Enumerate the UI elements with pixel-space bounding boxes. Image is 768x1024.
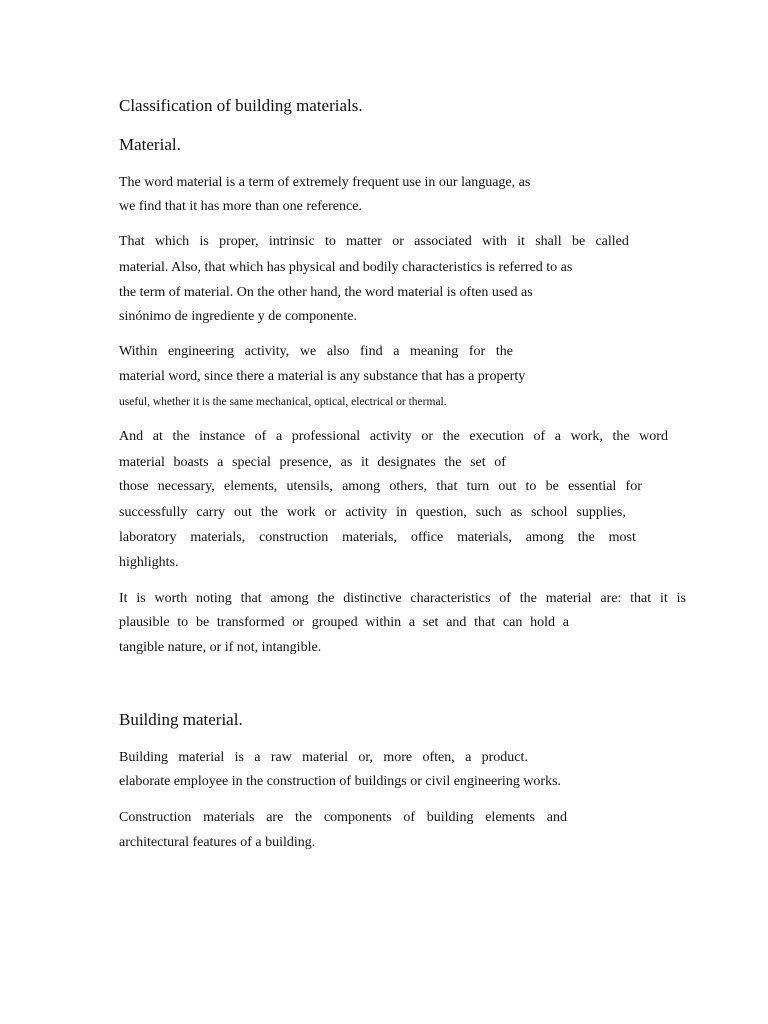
word: intrinsic [268, 234, 315, 249]
word: the [577, 530, 595, 545]
word: word [639, 429, 668, 444]
word: be [195, 615, 210, 630]
word: or [421, 429, 434, 444]
word: that [240, 591, 262, 606]
word: characteristics [410, 591, 491, 606]
word: such [475, 505, 502, 520]
word: materials [203, 810, 255, 825]
word: and [546, 810, 567, 825]
word: more [383, 750, 413, 765]
word: or [392, 234, 404, 249]
word: special [232, 455, 271, 470]
word: of [403, 810, 416, 825]
word: activity [369, 429, 412, 444]
word: or [292, 615, 304, 630]
word: successfully [119, 505, 188, 520]
word: grouped [311, 615, 358, 630]
word: others, [389, 479, 428, 494]
paragraph-line-small: useful, whether it is the same mechanical, optical, electrical or thermal. [119, 396, 447, 408]
word: we [299, 344, 317, 359]
word: Within [119, 344, 158, 359]
justified-line [119, 749, 528, 767]
word: a [408, 615, 416, 630]
word: transformed [216, 615, 285, 630]
word: elements [485, 810, 535, 825]
word: boasts [173, 455, 209, 470]
word: set [470, 455, 486, 470]
word: material [119, 455, 165, 470]
paragraph-line: sinónimo de ingrediente y de componente. [119, 309, 357, 324]
word: the [260, 505, 278, 520]
justified-line [119, 454, 506, 472]
word: question, [415, 505, 467, 520]
word: a [217, 455, 224, 470]
word: to [325, 234, 336, 249]
justified-line [119, 428, 668, 446]
word: it [659, 591, 668, 606]
word: the [612, 429, 630, 444]
word: to [525, 479, 537, 494]
word: components [323, 810, 392, 825]
word: with [481, 234, 507, 249]
paragraph-line: tangible nature, or if not, intangible. [119, 640, 322, 655]
justified-line [119, 343, 513, 361]
word: that [436, 479, 458, 494]
justified-line [119, 233, 629, 251]
paragraph-line: elaborate employee in the construction of buildings or civil engineering works. [119, 774, 562, 789]
word: be [545, 479, 559, 494]
word: proper, [219, 234, 259, 249]
word: designates [377, 455, 436, 470]
word: shall [535, 234, 562, 249]
word: set [422, 615, 439, 630]
word: Construction [119, 810, 192, 825]
word: is [676, 591, 686, 606]
word: within [365, 615, 402, 630]
word: It [119, 591, 128, 606]
paragraph-line: material. Also, that which has physical and bodily characteristics is referred to as [119, 260, 573, 275]
word: among [525, 530, 564, 545]
word: of [494, 455, 506, 470]
paragraph-line: architectural features of a building. [119, 835, 316, 850]
word: the [519, 591, 537, 606]
word: of [254, 429, 267, 444]
word: in [396, 505, 407, 520]
word: also [326, 344, 350, 359]
word: hold [530, 615, 555, 630]
word: material [302, 750, 349, 765]
word: school [530, 505, 568, 520]
word: as [510, 505, 523, 520]
word: And [119, 429, 144, 444]
word: necessary, [157, 479, 215, 494]
paragraph-line: highlights. [119, 555, 179, 570]
word: which [154, 234, 190, 249]
word: the [495, 344, 513, 359]
word: activity [345, 505, 388, 520]
word: Building [119, 750, 169, 765]
word: often, [422, 750, 455, 765]
word: carry [196, 505, 226, 520]
word: a [393, 344, 400, 359]
word: construction [259, 530, 329, 545]
word: materials, [457, 530, 512, 545]
word: a [275, 429, 283, 444]
word: materials, [190, 530, 246, 545]
word: is [136, 591, 146, 606]
word: to [177, 615, 189, 630]
section-heading-building-material: Building material. [119, 710, 243, 729]
word: or, [358, 750, 373, 765]
word: that [474, 615, 496, 630]
justified-line [119, 529, 636, 547]
word: raw [270, 750, 292, 765]
word: plausible [119, 615, 170, 630]
paragraph-line: material word, since there a material is any substance that has a property [119, 369, 526, 384]
word: supplies, [576, 505, 626, 520]
word: for [625, 479, 642, 494]
word: most [608, 530, 636, 545]
word: work, [570, 429, 603, 444]
word: matter [346, 234, 382, 249]
word: noting [196, 591, 232, 606]
word: material [178, 750, 225, 765]
word: a [465, 750, 472, 765]
word: distinctive [343, 591, 402, 606]
word: are [266, 810, 284, 825]
word: essential [568, 479, 617, 494]
justified-line [119, 504, 626, 522]
paragraph-line: The word material is a term of extremely frequent use in our language, as [119, 175, 531, 190]
word: the [295, 810, 313, 825]
word: a [554, 429, 561, 444]
word: among [270, 591, 309, 606]
word: worth [154, 591, 188, 606]
word: is [199, 234, 209, 249]
word: utensils, [286, 479, 333, 494]
document-title: Classification of building materials. [119, 96, 363, 115]
word: building [426, 810, 474, 825]
word: materials, [342, 530, 397, 545]
word: out [234, 505, 252, 520]
word: the [317, 591, 335, 606]
word: at [152, 429, 163, 444]
word: office [410, 530, 444, 545]
word: a [562, 615, 569, 630]
word: are: [600, 591, 622, 606]
paragraph-line: we find that it has more than one reference. [119, 199, 362, 214]
word: work [286, 505, 316, 520]
word: instance [199, 429, 246, 444]
word: of [499, 591, 511, 606]
word: activity, [244, 344, 290, 359]
word: meaning [410, 344, 459, 359]
word: professional [291, 429, 361, 444]
word: the [172, 429, 190, 444]
word: associated [414, 234, 472, 249]
word: called [595, 234, 629, 249]
word: it [517, 234, 525, 249]
word: execution [469, 429, 524, 444]
word: can [502, 615, 523, 630]
word: it [360, 455, 369, 470]
word: of [533, 429, 546, 444]
word: the [442, 429, 460, 444]
word: elements, [224, 479, 278, 494]
section-heading-material: Material. [119, 135, 181, 154]
word: presence, [279, 455, 332, 470]
word: laboratory [119, 530, 177, 545]
justified-line [119, 478, 642, 496]
word: product. [481, 750, 528, 765]
word: and [446, 615, 467, 630]
word: a [254, 750, 261, 765]
justified-line [119, 590, 686, 608]
word: turn [466, 479, 490, 494]
word: that [630, 591, 652, 606]
word: or [324, 505, 337, 520]
word: find [360, 344, 383, 359]
word: be [571, 234, 586, 249]
word: material [545, 591, 592, 606]
paragraph-line: the term of material. On the other hand, the word material is often used as [119, 285, 533, 300]
word: among [342, 479, 381, 494]
word: for [468, 344, 486, 359]
justified-line [119, 614, 569, 632]
word: is [234, 750, 244, 765]
word: out [498, 479, 517, 494]
justified-line [119, 809, 567, 827]
word: those [119, 479, 149, 494]
word: as [340, 455, 353, 470]
word: the [444, 455, 462, 470]
word: That [119, 234, 145, 249]
word: engineering [167, 344, 235, 359]
